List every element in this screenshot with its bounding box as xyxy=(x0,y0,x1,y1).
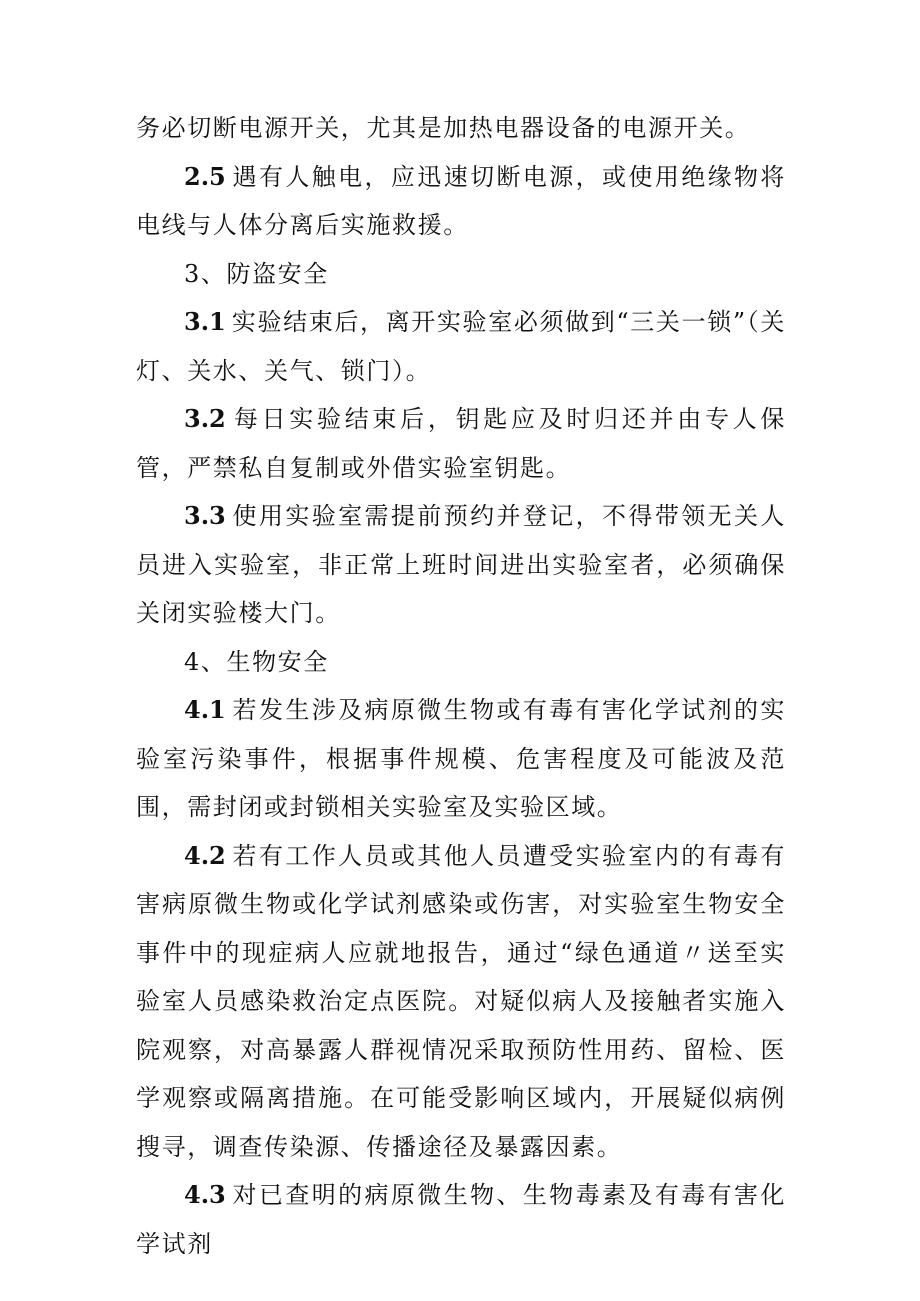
clause-number: 4.2 xyxy=(184,840,226,870)
paragraph-text: 每日实验结束后，钥匙应及时归还并由专人保管，严禁私自复制或外借实验室钥匙。 xyxy=(136,405,786,482)
clause-number: 3.1 xyxy=(184,307,226,336)
paragraph xyxy=(136,1171,786,1268)
paragraph xyxy=(136,832,786,1172)
paragraph xyxy=(136,298,786,395)
clause-number: 3.3 xyxy=(184,501,226,530)
document-body xyxy=(136,104,786,1268)
paragraph xyxy=(136,686,786,832)
heading-text: 3、防盗安全 xyxy=(184,259,329,288)
paragraph-text: 若有工作人员或其他人员遭受实验室内的有毒有害病原微生物或化学试剂感染或伤害，对实验室生物安全事件中的现症病人应就地报告，通过“绿色通道〃送至实验室人员感染救治定点医院。对疑似病人及接触者实施入院观察，对高暴露人群视情况采取预防性用药、留检、医学观察或隔离措施。在可能受影响区域内，开展疑似病例搜寻，调查传染源、传播途径及暴露因素。 xyxy=(136,841,786,1161)
clause-number: 3.2 xyxy=(184,404,226,433)
paragraph xyxy=(136,104,786,153)
paragraph xyxy=(136,153,786,250)
paragraph-text: 遇有人触电，应迅速切断电源，或使用绝缘物将电线与人体分离后实施救援。 xyxy=(136,162,786,239)
section-heading xyxy=(136,638,786,687)
paragraph-text: 实验结束后，离开实验室必须做到“三关一锁”（关灯、关水、关气、锁门）。 xyxy=(136,308,786,385)
clause-number: 4.3 xyxy=(184,1180,226,1209)
section-heading xyxy=(136,250,786,299)
clause-number: 4.1 xyxy=(184,695,226,724)
clause-number: 2.5 xyxy=(184,161,226,191)
paragraph xyxy=(136,395,786,492)
paragraph-text: 若发生涉及病原微生物或有毒有害化学试剂的实验室污染事件，根据事件规模、危害程度及可能波及范围，需封闭或封锁相关实验室及实验区域。 xyxy=(136,696,786,821)
paragraph-text: 务必切断电源开关，尤其是加热电器设备的电源开关。 xyxy=(136,114,751,142)
paragraph xyxy=(136,492,786,638)
paragraph-text: 使用实验室需提前预约并登记，不得带领无关人员进入实验室，非正常上班时间进出实验室者，必须确保关闭实验楼大门。 xyxy=(136,502,786,627)
heading-text: 4、生物安全 xyxy=(184,647,329,676)
paragraph-text: 对已查明的病原微生物、生物毒素及有毒有害化学试剂 xyxy=(136,1181,786,1258)
